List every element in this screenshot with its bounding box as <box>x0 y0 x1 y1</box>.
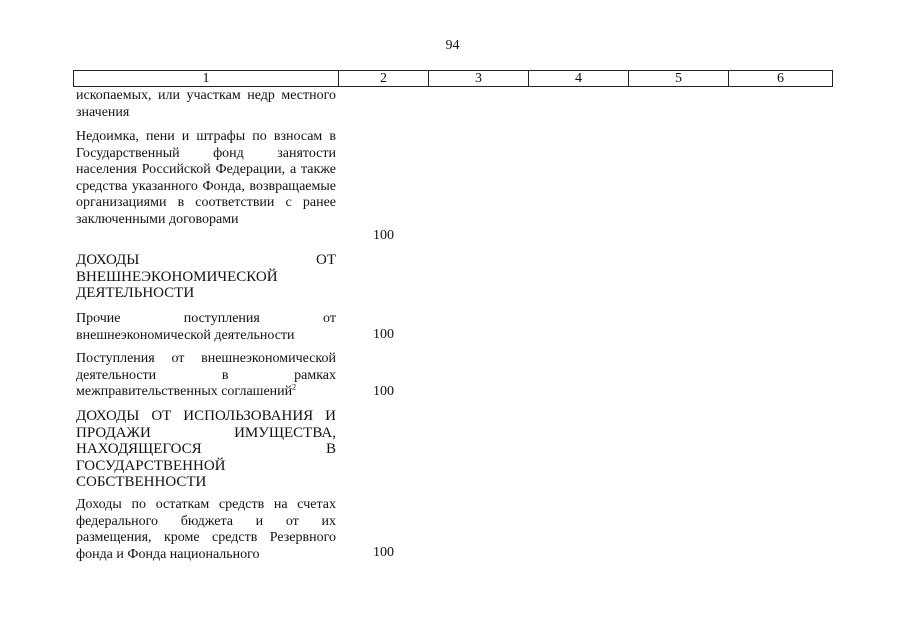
table-header-row <box>73 70 833 87</box>
column-header-2: 2 <box>339 71 429 86</box>
table-row <box>76 311 396 344</box>
column-header-5: 5 <box>629 71 729 86</box>
table-row <box>76 129 396 243</box>
footnote-marker: 2 <box>292 382 297 392</box>
table-row <box>76 88 396 121</box>
row-value-col2: 100 <box>373 327 394 342</box>
table-row <box>76 408 396 491</box>
table-row <box>76 351 396 401</box>
table-row <box>76 497 396 563</box>
row-description: ископаемых, или участкам недр местного значения <box>76 88 336 120</box>
section-heading: ДОХОДЫ ОТ ВНЕШНЕЭКОНОМИЧЕСКОЙ ДЕЯТЕЛЬНОСТИ <box>76 252 336 302</box>
column-header-3: 3 <box>429 71 529 86</box>
row-description <box>76 351 336 401</box>
row-description: Доходы по остаткам средств на счетах федерального бюджета и от их размещения, кроме средств Резервного фонда и Фонда национального <box>76 497 336 562</box>
section-heading: ДОХОДЫ ОТ ИСПОЛЬЗОВАНИЯ И ПРОДАЖИ ИМУЩЕСТВА, НАХОДЯЩЕГОСЯ В ГОСУДАРСТВЕННОЙ СОБСТВЕННОСТИ <box>76 408 336 491</box>
row-value-col2: 100 <box>373 545 394 560</box>
row-value-col2: 100 <box>373 384 394 399</box>
row-value-col2: 100 <box>373 228 394 243</box>
row-description: Прочие поступления от внешнеэкономической деятельности <box>76 311 336 343</box>
table-row <box>76 252 396 302</box>
column-header-6: 6 <box>777 71 784 86</box>
row-description-text: Поступления от внешнеэкономической деятельности в рамках межправительственных соглашений <box>76 351 336 400</box>
column-header-4: 4 <box>529 71 629 86</box>
page-number: 94 <box>445 38 460 53</box>
row-description: Недоимка, пени и штрафы по взносам в Государственный фонд занятости населения Российской Федерации, а также средства указанного Фонда, возвращаемые организациями в соответствии с ранее заключенными договорами <box>76 129 336 227</box>
column-header-1: 1 <box>74 71 339 86</box>
